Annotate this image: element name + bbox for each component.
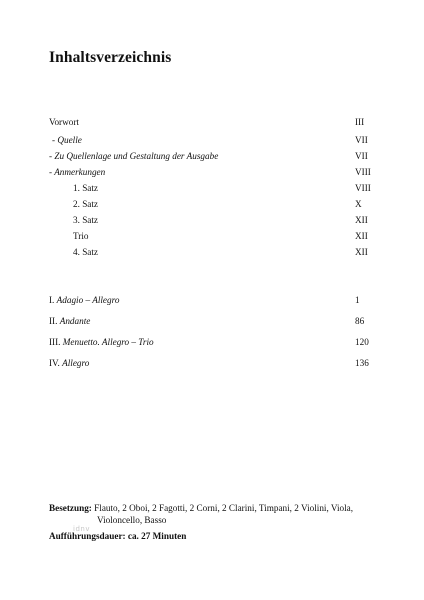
toc-movement-2 xyxy=(0,314,424,328)
movement-entry xyxy=(49,356,89,370)
movement-number: IV. xyxy=(49,358,60,368)
toc-entry-label: 2. Satz xyxy=(73,199,99,209)
toc-movement-4 xyxy=(0,356,424,370)
toc-entry-page: 86 xyxy=(355,316,365,326)
besetzung-line xyxy=(49,503,389,515)
toc-entry-label: 3. Satz xyxy=(73,215,99,225)
toc-entry-page: III xyxy=(355,117,365,127)
toc-entry-page: XII xyxy=(355,215,368,225)
toc-movement-1 xyxy=(0,293,424,307)
movement-entry xyxy=(49,293,119,307)
movement-title: Adagio – Allegro xyxy=(56,295,120,305)
toc-entry-page: 136 xyxy=(355,358,369,368)
movement-number: III. xyxy=(49,337,61,347)
toc-entry-anmerkungen xyxy=(0,165,424,179)
toc-entry-page: VII xyxy=(355,151,368,161)
toc-entry-page: XII xyxy=(355,231,368,241)
toc-entry-satz-2 xyxy=(0,197,424,211)
instrumentation-block xyxy=(49,503,389,543)
page-title: Inhaltsverzeichnis xyxy=(49,49,172,66)
toc-entry-label: 4. Satz xyxy=(73,247,99,257)
toc-entry-label: Vorwort xyxy=(49,117,79,127)
movement-title: Allegro xyxy=(62,358,90,368)
movement-entry xyxy=(49,335,154,349)
toc-entry-satz-1 xyxy=(0,181,424,195)
movement-number: I. xyxy=(49,295,55,305)
performance-duration: Aufführungsdauer: ca. 27 Minuten xyxy=(49,531,187,541)
toc-entry-page: XII xyxy=(355,247,368,257)
toc-movement-3 xyxy=(0,335,424,349)
besetzung-continuation: Violoncello, Basso xyxy=(97,514,167,525)
toc-entry-page: VIII xyxy=(355,167,371,177)
besetzung-label: Besetzung: xyxy=(49,503,92,513)
toc-entry-label: - Zu Quellenlage und Gestaltung der Ausgabe xyxy=(49,151,219,161)
toc-entry-page: VIII xyxy=(355,183,371,193)
toc-entry-satz-3 xyxy=(0,213,424,227)
toc-entry-satz-4 xyxy=(0,245,424,259)
toc-entry-quellenlage xyxy=(0,149,424,163)
toc-entry-label: 1. Satz xyxy=(73,183,99,193)
toc-entry-page: 120 xyxy=(355,337,369,347)
toc-entry-vorwort xyxy=(0,115,424,129)
movement-title: Menuetto. Allegro – Trio xyxy=(62,337,154,347)
toc-entry-trio xyxy=(0,229,424,243)
movement-number: II. xyxy=(49,316,58,326)
movement-title: Andante xyxy=(59,316,91,326)
movement-entry xyxy=(49,314,90,328)
toc-entry-page: 1 xyxy=(355,295,360,305)
watermark: idnv xyxy=(73,525,90,533)
toc-entry-quelle xyxy=(0,133,424,147)
toc-entry-label: - Quelle xyxy=(52,135,82,145)
toc-entry-label: - Anmerkungen xyxy=(49,167,106,177)
besetzung-instruments: Flauto, 2 Oboi, 2 Fagotti, 2 Corni, 2 Clarini, Timpani, 2 Violini, Viola, xyxy=(94,503,354,513)
toc-entry-page: VII xyxy=(355,135,368,145)
toc-entry-page: X xyxy=(355,199,362,209)
toc-entry-label: Trio xyxy=(73,231,89,241)
